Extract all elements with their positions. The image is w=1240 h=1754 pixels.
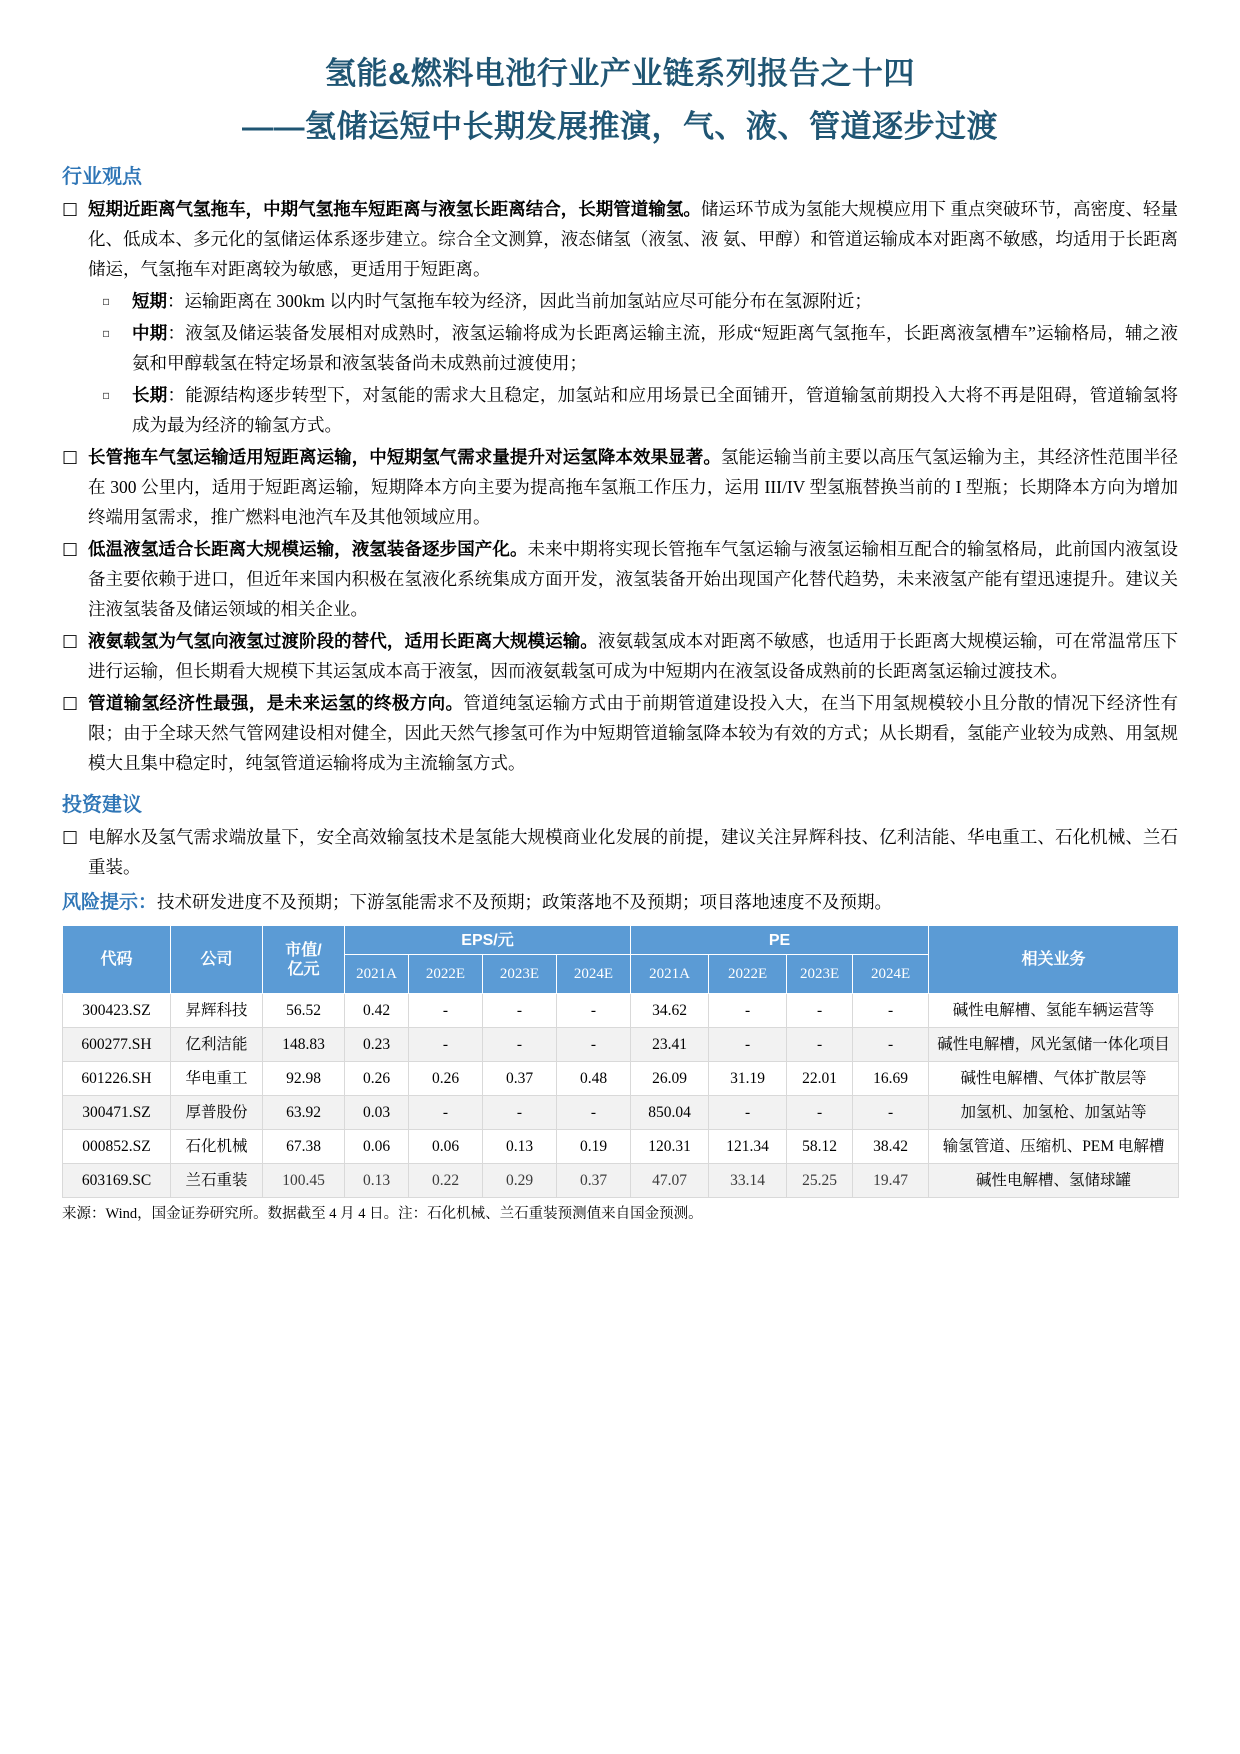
sub-bullet-body: ：运输距离在 300km 以内时气氢拖车较为经济，因此当前加氢站应尽可能分布在氢源附近； — [167, 291, 872, 311]
th-eps-2023e: 2023E — [483, 955, 557, 994]
cell-eps-2023e: - — [483, 1096, 557, 1130]
bullet-lead: 液氨载氢为气氢向液氢过渡阶段的替代，适用长距离大规模运输。 — [88, 631, 598, 651]
cell-eps-2023e: 0.13 — [483, 1130, 557, 1164]
cell-company: 昇辉科技 — [171, 994, 263, 1028]
cell-pe-2022e: 33.14 — [709, 1164, 787, 1198]
bullet-text — [88, 534, 1178, 624]
cell-eps-2023e: 0.29 — [483, 1164, 557, 1198]
cell-company: 厚普股份 — [171, 1096, 263, 1130]
stock-comparison-table — [62, 925, 1179, 1198]
bullet-point — [62, 626, 1178, 686]
cell-pe-2021a: 34.62 — [631, 994, 709, 1028]
cell-pe-2024e: 38.42 — [853, 1130, 929, 1164]
cell-code: 603169.SC — [63, 1164, 171, 1198]
cell-pe-2021a: 26.09 — [631, 1062, 709, 1096]
cell-eps-2024e: 0.37 — [557, 1164, 631, 1198]
risk-warning-label: 风险提示： — [62, 892, 158, 913]
risk-warning — [62, 886, 1178, 919]
table-body — [63, 994, 1179, 1198]
section-heading-industry-view: 行业观点 — [62, 166, 142, 188]
bullet-rest: 储运环节成为氢能大规模应用下 重点突破环节，高密度、轻量化、低成本、多元化的氢储运体系逐步建立。综合全文测算，液态储氢（液氢、液 氨、甲醇）和管道运输成本对距离不敏感，均适用于长距离储运，气氢拖车对距离较为敏感，更适用于短距离。 — [88, 199, 1179, 279]
cell-eps-2024e: - — [557, 1096, 631, 1130]
bullet-text — [88, 626, 1178, 686]
sub-bullet-label: 中期 — [132, 323, 168, 343]
page-subtitle: ――氢储运短中长期发展推演，气、液、管道逐步过渡 — [242, 109, 998, 144]
cell-eps-2023e: - — [483, 1028, 557, 1062]
th-marketcap-line1: 市值/ — [285, 941, 322, 959]
cell-eps-2022e: 0.06 — [409, 1130, 483, 1164]
sub-bullet-label: 短期 — [132, 291, 167, 311]
cell-business: 碱性电解槽、氢储球罐 — [929, 1164, 1179, 1198]
cell-pe-2024e: 16.69 — [853, 1062, 929, 1096]
bullet-rest: 管道纯氢运输方式由于前期管道建设投入大，在当下用氢规模较小且分散的情况下经济性有限；由于全球天然气管网建设相对健全，因此天然气掺氢可作为中短期管道输氢降本较为有效的方式；从长期看，氢能产业较为成熟、用氢规模大且集中稳定时，纯氢管道运输将成为主流输氢方式。 — [88, 693, 1178, 773]
cell-eps-2024e: 0.19 — [557, 1130, 631, 1164]
bullet-marker-icon: □ — [62, 693, 79, 713]
bullet-point — [62, 688, 1178, 778]
cell-eps-2021a: 0.06 — [345, 1130, 409, 1164]
bullet-lead: 长管拖车气氢运输适用短距离运输，中短期氢气需求量提升对运氢降本效果显著。 — [88, 447, 721, 467]
sub-bullet-text — [132, 380, 1178, 440]
sub-bullet-long-term — [102, 380, 1178, 440]
cell-eps-2022e: - — [409, 1028, 483, 1062]
cell-marketcap: 67.38 — [263, 1130, 345, 1164]
cell-pe-2024e: - — [853, 1096, 929, 1130]
sub-bullet-text — [132, 286, 1178, 316]
sub-bullet-marker-icon: ▫ — [102, 388, 111, 402]
cell-pe-2021a: 47.07 — [631, 1164, 709, 1198]
sub-bullet-text — [132, 318, 1178, 378]
bullet-point — [62, 534, 1178, 624]
bullet-point — [62, 442, 1178, 532]
sub-bullet-marker-icon: ▫ — [102, 294, 111, 308]
table-row — [63, 1096, 1179, 1130]
cell-pe-2023e: 25.25 — [787, 1164, 853, 1198]
cell-pe-2023e: 58.12 — [787, 1130, 853, 1164]
sub-bullet-body: ：液氢及储运装备发展相对成熟时，液氢运输将成为长距离运输主流，形成“短距离气氢拖车，长距离液氢槽车”运输格局，辅之液氨和甲醇载氢在特定场景和液氢装备尚未成熟前过渡使用； — [132, 323, 1179, 373]
cell-eps-2024e: - — [557, 1028, 631, 1062]
sub-bullet-short-term — [102, 286, 1178, 316]
cell-pe-2022e: 121.34 — [709, 1130, 787, 1164]
cell-pe-2023e: - — [787, 1096, 853, 1130]
th-pe-2021a: 2021A — [631, 955, 709, 994]
bullet-lead: 管道输氢经济性最强，是未来运氢的终极方向。 — [88, 693, 464, 713]
bullet-lead: 低温液氢适合长距离大规模运输，液氢装备逐步国产化。 — [88, 539, 528, 559]
bullet-text — [88, 194, 1178, 284]
cell-pe-2022e: - — [709, 1028, 787, 1062]
page-title: 氢能&燃料电池行业产业链系列报告之十四 — [325, 56, 915, 91]
cell-pe-2021a: 120.31 — [631, 1130, 709, 1164]
sub-bullet-marker-icon: ▫ — [102, 326, 111, 340]
cell-pe-2024e: - — [853, 1028, 929, 1062]
bullet-point — [62, 194, 1178, 284]
th-marketcap-line2: 亿元 — [287, 960, 320, 978]
bullet-marker-icon: □ — [62, 539, 79, 559]
cell-business: 碱性电解槽、氢能车辆运营等 — [929, 994, 1179, 1028]
cell-marketcap: 63.92 — [263, 1096, 345, 1130]
table-header — [63, 926, 1179, 994]
cell-pe-2021a: 23.41 — [631, 1028, 709, 1062]
bullet-text: 电解水及氢气需求端放量下，安全高效输氢技术是氢能大规模商业化发展的前提，建议关注昇辉科技、亿利洁能、华电重工、石化机械、兰石重装。 — [88, 827, 1178, 877]
cell-company: 兰石重装 — [171, 1164, 263, 1198]
table-row — [63, 1164, 1179, 1198]
cell-eps-2021a: 0.23 — [345, 1028, 409, 1062]
cell-code: 300423.SZ — [63, 994, 171, 1028]
cell-eps-2021a: 0.42 — [345, 994, 409, 1028]
bullet-marker-icon: □ — [62, 447, 79, 467]
cell-business: 碱性电解槽，风光氢储一体化项目 — [929, 1028, 1179, 1062]
cell-eps-2021a: 0.26 — [345, 1062, 409, 1096]
th-company: 公司 — [171, 926, 263, 994]
cell-code: 000852.SZ — [63, 1130, 171, 1164]
cell-eps-2024e: - — [557, 994, 631, 1028]
cell-company: 华电重工 — [171, 1062, 263, 1096]
table-row — [63, 994, 1179, 1028]
cell-eps-2021a: 0.13 — [345, 1164, 409, 1198]
sub-bullet-mid-term — [102, 318, 1178, 378]
th-marketcap — [263, 926, 345, 994]
table-row — [63, 1062, 1179, 1096]
bullet-lead: 短期近距离气氢拖车，中期气氢拖车短距离与液氢长距离结合，长期管道输氢。 — [88, 199, 701, 219]
cell-eps-2023e: 0.37 — [483, 1062, 557, 1096]
bullet-text — [88, 688, 1178, 778]
cell-marketcap: 56.52 — [263, 994, 345, 1028]
cell-company: 亿利洁能 — [171, 1028, 263, 1062]
cell-pe-2024e: 19.47 — [853, 1164, 929, 1198]
cell-business: 碱性电解槽、气体扩散层等 — [929, 1062, 1179, 1096]
cell-eps-2021a: 0.03 — [345, 1096, 409, 1130]
cell-pe-2022e: 31.19 — [709, 1062, 787, 1096]
bullet-rest: 氢能运输当前主要以高压气氢运输为主，其经济性范围半径在 300 公里内，适用于短距离运输，短期降本方向主要为提高拖车氢瓶工作压力，运用 III/IV 型氢瓶替换当前的 I 型瓶；长期降本方向为增加终端用氢需求，推广燃料电池汽车及其他领域应用。 — [88, 447, 1179, 527]
cell-pe-2022e: - — [709, 994, 787, 1028]
bullet-marker-icon: □ — [62, 199, 79, 219]
th-code: 代码 — [63, 926, 171, 994]
table-row — [63, 1028, 1179, 1062]
cell-code: 601226.SH — [63, 1062, 171, 1096]
th-pe-2024e: 2024E — [853, 955, 929, 994]
cell-business: 加氢机、加氢枪、加氢站等 — [929, 1096, 1179, 1130]
cell-pe-2021a: 850.04 — [631, 1096, 709, 1130]
cell-business: 输氢管道、压缩机、PEM 电解槽 — [929, 1130, 1179, 1164]
bullet-rest: 未来中期将实现长管拖车气氢运输与液氢运输相互配合的输氢格局，此前国内液氢设备主要依赖于进口，但近年来国内积极在氢液化系统集成方面开发，液氢装备开始出现国产化替代趋势，未来液氢产能有望迅速提升。建议关注液氢装备及储运领域的相关企业。 — [88, 539, 1179, 619]
table-source-note: 来源：Wind，国金证券研究所。数据截至 4 月 4 日。注：石化机械、兰石重装预测值来自国金预测。 — [62, 1206, 703, 1222]
cell-company: 石化机械 — [171, 1130, 263, 1164]
cell-eps-2022e: 0.22 — [409, 1164, 483, 1198]
th-eps-2021a: 2021A — [345, 955, 409, 994]
section-heading-investment-advice: 投资建议 — [62, 794, 142, 816]
th-eps-2022e: 2022E — [409, 955, 483, 994]
cell-eps-2024e: 0.48 — [557, 1062, 631, 1096]
cell-pe-2022e: - — [709, 1096, 787, 1130]
cell-pe-2024e: - — [853, 994, 929, 1028]
cell-eps-2022e: 0.26 — [409, 1062, 483, 1096]
th-eps-2024e: 2024E — [557, 955, 631, 994]
cell-marketcap: 148.83 — [263, 1028, 345, 1062]
cell-marketcap: 100.45 — [263, 1164, 345, 1198]
cell-eps-2022e: - — [409, 1096, 483, 1130]
cell-pe-2023e: - — [787, 994, 853, 1028]
sub-bullet-body: ：能源结构逐步转型下，对氢能的需求大且稳定，加氢站和应用场景已全面铺开，管道输氢前期投入大将不再是阻碍，管道输氢将成为最为经济的输氢方式。 — [132, 385, 1178, 435]
th-pe-2022e: 2022E — [709, 955, 787, 994]
cell-eps-2022e: - — [409, 994, 483, 1028]
bullet-marker-icon: □ — [62, 827, 79, 847]
table-header-row-1 — [63, 926, 1179, 955]
bullet-rest: 液氨载氢成本对距离不敏感，也适用于长距离大规模运输，可在常温常压下进行运输，但长期看大规模下其运氢成本高于液氢，因而液氨载氢可成为中短期内在液氢设备成熟前的长距离氢运输过渡技术。 — [88, 631, 1178, 681]
cell-pe-2023e: 22.01 — [787, 1062, 853, 1096]
bullet-investment-advice — [62, 822, 1178, 882]
bullet-marker-icon: □ — [62, 631, 79, 651]
cell-code: 300471.SZ — [63, 1096, 171, 1130]
th-pe-2023e: 2023E — [787, 955, 853, 994]
cell-code: 600277.SH — [63, 1028, 171, 1062]
th-related-business: 相关业务 — [929, 926, 1179, 994]
risk-warning-text: 技术研发进度不及预期；下游氢能需求不及预期；政策落地不及预期；项目落地速度不及预期。 — [157, 892, 893, 912]
table-row — [63, 1130, 1179, 1164]
cell-marketcap: 92.98 — [263, 1062, 345, 1096]
cell-eps-2023e: - — [483, 994, 557, 1028]
cell-pe-2023e: - — [787, 1028, 853, 1062]
bullet-text — [88, 442, 1178, 532]
th-pe-group: PE — [631, 926, 929, 955]
sub-bullet-label: 长期 — [132, 385, 168, 405]
th-eps-group: EPS/元 — [345, 926, 631, 955]
